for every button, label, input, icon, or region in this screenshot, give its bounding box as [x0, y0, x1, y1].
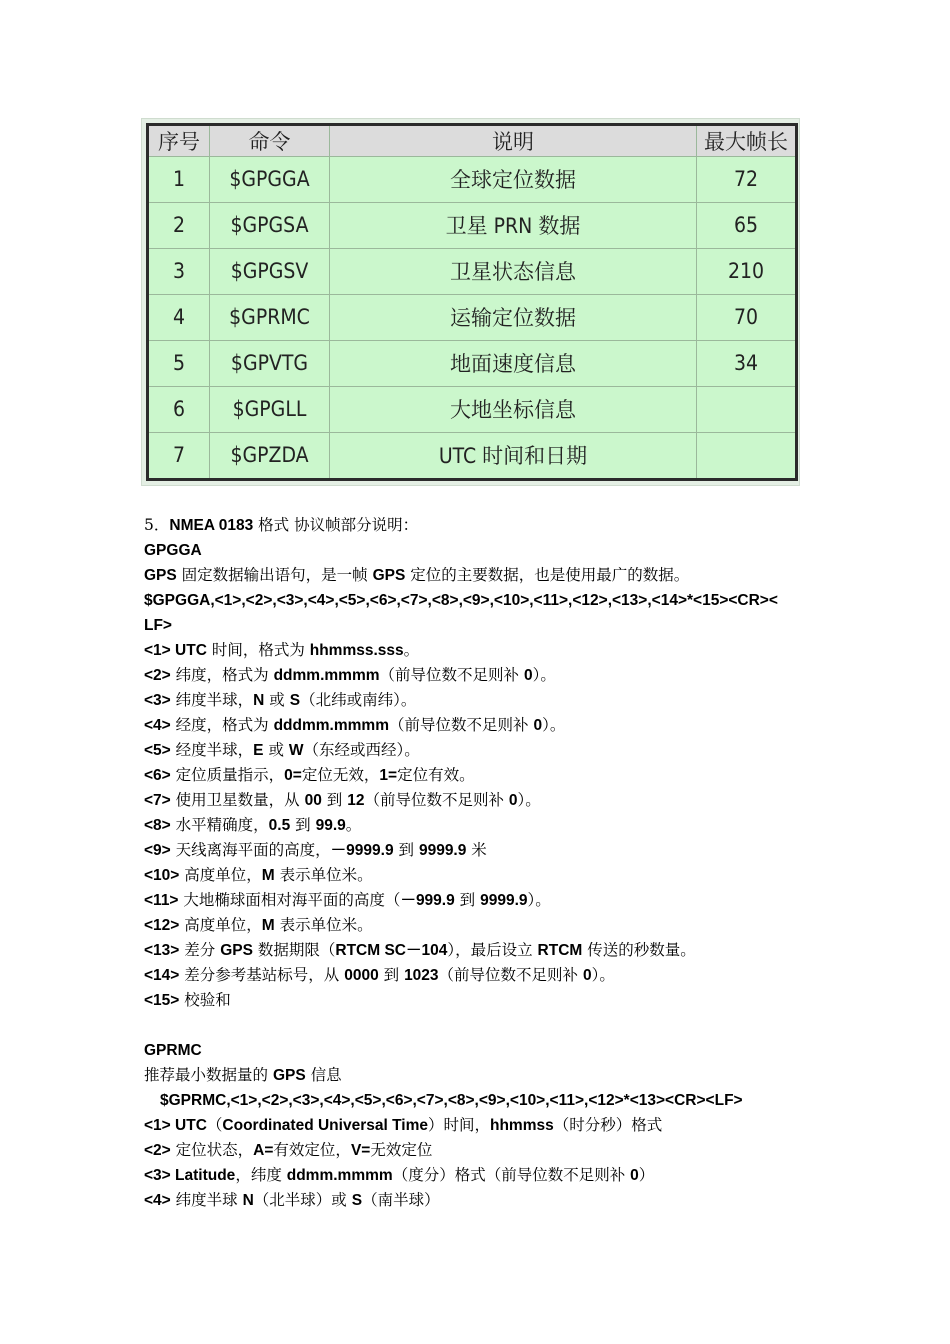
bold-segment: GPS	[272, 1067, 306, 1084]
text-segment: ）。	[527, 891, 551, 909]
text-line	[144, 788, 844, 813]
bold-segment: <10>	[144, 867, 180, 884]
bold-segment: V=	[350, 1142, 371, 1159]
text-segment: （	[206, 1116, 223, 1134]
text-segment: 时间，格式为	[206, 641, 310, 659]
cell-command: $GPGSV	[210, 248, 330, 294]
text-segment: （前导位数不足则补	[364, 791, 509, 809]
text-line	[144, 1138, 844, 1163]
text-line	[144, 563, 844, 588]
text-segment: 纬度半球，	[170, 691, 254, 709]
table-row	[148, 202, 797, 248]
header-command: 命令	[210, 125, 330, 157]
bold-segment: RTCM SC－104	[335, 942, 448, 959]
text-segment: 高度单位，	[179, 866, 262, 884]
text-segment: 无效定位	[370, 1141, 433, 1159]
bold-segment: <15>	[144, 992, 180, 1009]
bold-segment: <4>	[144, 1192, 171, 1209]
text-line	[144, 663, 844, 688]
text-segment: 数据期限（	[252, 941, 336, 959]
text-line	[144, 838, 844, 863]
text-line	[144, 1113, 844, 1138]
bold-segment: ddmm.mmmm	[286, 1167, 393, 1184]
text-segment: 大地椭球面相对海平面的高度（	[178, 891, 401, 909]
text-segment: 定位无效，	[301, 766, 380, 784]
bold-segment: <12>	[144, 917, 180, 934]
bold-segment: 0	[533, 717, 543, 734]
text-segment: ）	[638, 1166, 655, 1184]
table-row	[148, 432, 797, 479]
text-segment: ）。	[517, 791, 541, 809]
bold-segment: <14>	[144, 967, 180, 984]
bold-segment: －999.9	[400, 892, 455, 909]
bold-segment: <3> Latitude	[144, 1167, 236, 1184]
cell-description: 卫星 PRN 数据	[330, 202, 697, 248]
bold-segment: <5>	[144, 742, 171, 759]
text-line	[144, 813, 844, 838]
bold-segment: $GPRMC,<1>,<2>,<3>,<4>,<5>,<6>,<7>,<8>,<9>,<10>,<11>,<12>*<13><CR><LF>	[160, 1092, 743, 1109]
table-row	[148, 386, 797, 432]
bold-segment: 0	[508, 792, 518, 809]
bold-segment: M	[261, 917, 275, 934]
text-segment: ，纬度	[235, 1166, 287, 1184]
text-segment: （度分）格式（前导位数不足则补	[392, 1166, 631, 1184]
bold-segment: 0	[582, 967, 592, 984]
bold-segment: GPS	[144, 567, 177, 584]
bold-segment: ddmm.mmmm	[273, 667, 380, 684]
cell-seq: 7	[148, 432, 210, 479]
cell-seq: 1	[148, 157, 210, 203]
text-line	[144, 1038, 844, 1063]
text-segment: ）。	[591, 966, 615, 984]
bold-segment: <7>	[144, 792, 171, 809]
text-line	[144, 988, 844, 1013]
text-segment: 信息	[305, 1066, 342, 1084]
text-line	[144, 638, 844, 663]
text-segment: 推荐最小数据量的	[144, 1066, 273, 1084]
cell-max-frame-length: 65	[697, 202, 797, 248]
cell-seq: 3	[148, 248, 210, 294]
bold-segment: 12	[347, 792, 365, 809]
bold-segment: <2>	[144, 1142, 171, 1159]
bold-segment: E	[253, 742, 264, 759]
table-header-row	[148, 125, 797, 157]
cell-seq: 6	[148, 386, 210, 432]
text-segment: 5．	[144, 516, 170, 534]
cell-command: $GPZDA	[210, 432, 330, 479]
cell-command: $GPVTG	[210, 340, 330, 386]
nmea-command-table	[146, 123, 798, 481]
bold-segment: <2>	[144, 667, 171, 684]
bold-segment: <6>	[144, 767, 171, 784]
text-segment: 。	[345, 816, 362, 834]
text-segment: 格式 协议帧部分说明：	[253, 516, 419, 534]
text-segment: 定位状态，	[170, 1141, 254, 1159]
bold-segment: 99.9	[315, 817, 346, 834]
bold-segment: W	[288, 742, 304, 759]
text-line	[144, 688, 844, 713]
cell-description: 大地坐标信息	[330, 386, 697, 432]
cell-description: 运输定位数据	[330, 294, 697, 340]
cell-command: $GPGLL	[210, 386, 330, 432]
bold-segment: Coordinated Universal Time	[222, 1117, 428, 1134]
bold-segment: 9999.9	[480, 892, 528, 909]
bold-segment: <11>	[144, 892, 179, 909]
text-segment: 到	[290, 816, 316, 834]
text-line	[144, 613, 844, 638]
bold-segment: GPS	[220, 942, 253, 959]
text-segment: 使用卫星数量，从	[170, 791, 305, 809]
text-line	[144, 1063, 844, 1088]
bold-segment: GPGGA	[144, 542, 202, 559]
bold-segment: 0	[630, 1167, 639, 1184]
text-segment: 固定数据输出语句，是一帧	[176, 566, 373, 584]
cell-max-frame-length: 210	[697, 248, 797, 294]
bold-segment: 0000	[344, 967, 379, 984]
text-segment: （北纬或南纬）。	[300, 691, 417, 709]
bold-segment: NMEA 0183	[169, 517, 254, 534]
cell-seq: 4	[148, 294, 210, 340]
text-line	[144, 863, 844, 888]
text-segment: 米	[466, 841, 487, 859]
text-segment: 表示单位米。	[274, 866, 373, 884]
bold-segment: N	[253, 692, 265, 709]
nmea-command-table-frame	[141, 118, 800, 486]
table-row	[148, 340, 797, 386]
text-segment: 定位的主要数据，也是使用最广的数据。	[405, 566, 690, 584]
cell-command: $GPGGA	[210, 157, 330, 203]
text-segment: （东经或西经）。	[303, 741, 420, 759]
text-segment: 经度半球，	[170, 741, 254, 759]
bold-segment: 1=	[379, 767, 398, 784]
text-line	[144, 1088, 860, 1113]
bold-segment: 9999.9	[418, 842, 467, 859]
text-segment: 表示单位米。	[274, 916, 373, 934]
bold-segment: GPS	[372, 567, 406, 584]
text-segment: （南半球）	[362, 1191, 440, 1209]
text-segment: （北半球）或	[253, 1191, 352, 1209]
bold-segment: N	[242, 1192, 254, 1209]
text-segment: （前导位数不足则补	[438, 966, 583, 984]
text-line	[144, 888, 844, 913]
bold-segment: 0=	[284, 767, 302, 784]
header-seq: 序号	[148, 125, 210, 157]
text-line	[144, 963, 844, 988]
text-segment: 定位有效。	[397, 766, 475, 784]
text-segment: 纬度，格式为	[170, 666, 274, 684]
header-description: 说明	[330, 125, 697, 157]
bold-segment: －9999.9	[330, 842, 394, 859]
text-segment: 差分参考基站标号，从	[179, 966, 345, 984]
cell-description: 卫星状态信息	[330, 248, 697, 294]
cell-description: 地面速度信息	[330, 340, 697, 386]
text-line	[144, 1188, 844, 1213]
text-line	[144, 513, 844, 538]
bold-segment: M	[261, 867, 275, 884]
text-segment: 。	[403, 641, 420, 659]
text-segment: （前导位数不足则补	[379, 666, 524, 684]
text-segment: （前导位数不足则补	[389, 716, 534, 734]
bold-segment: 00	[304, 792, 322, 809]
text-segment: 天线离海平面的高度，	[170, 841, 331, 859]
text-segment: 或	[264, 691, 290, 709]
bold-segment: <9>	[144, 842, 171, 859]
text-segment: 校验和	[179, 991, 231, 1009]
text-segment: ）。	[532, 666, 556, 684]
text-line	[144, 938, 844, 963]
bold-segment: <1> UTC	[144, 642, 207, 659]
text-segment: 传送的秒数量。	[582, 941, 696, 959]
bold-segment: hhmmss.sss	[309, 642, 404, 659]
text-segment: 纬度半球	[170, 1191, 243, 1209]
bold-segment: S	[289, 692, 301, 709]
cell-description: 全球定位数据	[330, 157, 697, 203]
text-segment: 到	[321, 791, 348, 809]
bold-segment: <8>	[144, 817, 171, 834]
text-segment: 差分	[179, 941, 221, 959]
text-segment: 到	[378, 966, 405, 984]
cell-max-frame-length	[697, 432, 797, 479]
bold-segment: LF>	[144, 617, 172, 634]
text-segment: （时分秒）格式	[553, 1116, 663, 1134]
bold-segment: <1> UTC	[144, 1117, 207, 1134]
bold-segment: S	[351, 1192, 363, 1209]
text-segment: ）。	[542, 716, 566, 734]
text-segment: 定位质量指示，	[170, 766, 285, 784]
cell-max-frame-length: 72	[697, 157, 797, 203]
text-line	[144, 713, 844, 738]
table-row	[148, 248, 797, 294]
header-max-frame-length: 最大帧长	[697, 125, 797, 157]
text-segment: 经度，格式为	[170, 716, 274, 734]
bold-segment: $GPGGA,<1>,<2>,<3>,<4>,<5>,<6>,<7>,<8>,<9>,<10>,<11>,<12>,<13>,<14>*<15><CR><	[144, 592, 778, 609]
text-segment: 到	[454, 891, 481, 909]
text-segment: ）时间，	[427, 1116, 490, 1134]
text-line	[144, 913, 844, 938]
bold-segment: dddmm.mmmm	[273, 717, 389, 734]
bold-segment: GPRMC	[144, 1042, 202, 1059]
bold-segment: RTCM	[537, 942, 583, 959]
cell-max-frame-length: 34	[697, 340, 797, 386]
cell-max-frame-length: 70	[697, 294, 797, 340]
text-line	[144, 588, 844, 613]
text-segment: 水平精确度，	[170, 816, 269, 834]
text-segment: ），最后设立	[447, 941, 538, 959]
cell-description: UTC 时间和日期	[330, 432, 697, 479]
text-line	[144, 538, 844, 563]
bold-segment: hhmmss	[490, 1117, 554, 1134]
cell-command: $GPRMC	[210, 294, 330, 340]
text-segment: 有效定位，	[273, 1141, 351, 1159]
text-line	[144, 1163, 844, 1188]
bold-segment: <13>	[144, 942, 180, 959]
bold-segment: 1023	[404, 967, 439, 984]
bold-segment: 0.5	[268, 817, 291, 834]
cell-seq: 2	[148, 202, 210, 248]
text-line	[144, 763, 844, 788]
text-line	[144, 738, 844, 763]
bold-segment: <3>	[144, 692, 171, 709]
text-segment: 到	[393, 841, 419, 859]
bold-segment: 0	[523, 667, 533, 684]
cell-max-frame-length	[697, 386, 797, 432]
cell-command: $GPGSA	[210, 202, 330, 248]
bold-segment: A=	[253, 1142, 274, 1159]
text-segment: 或	[263, 741, 289, 759]
text-segment: 高度单位，	[179, 916, 262, 934]
table-row	[148, 294, 797, 340]
bold-segment: <4>	[144, 717, 171, 734]
table-row	[148, 157, 797, 203]
cell-seq: 5	[148, 340, 210, 386]
